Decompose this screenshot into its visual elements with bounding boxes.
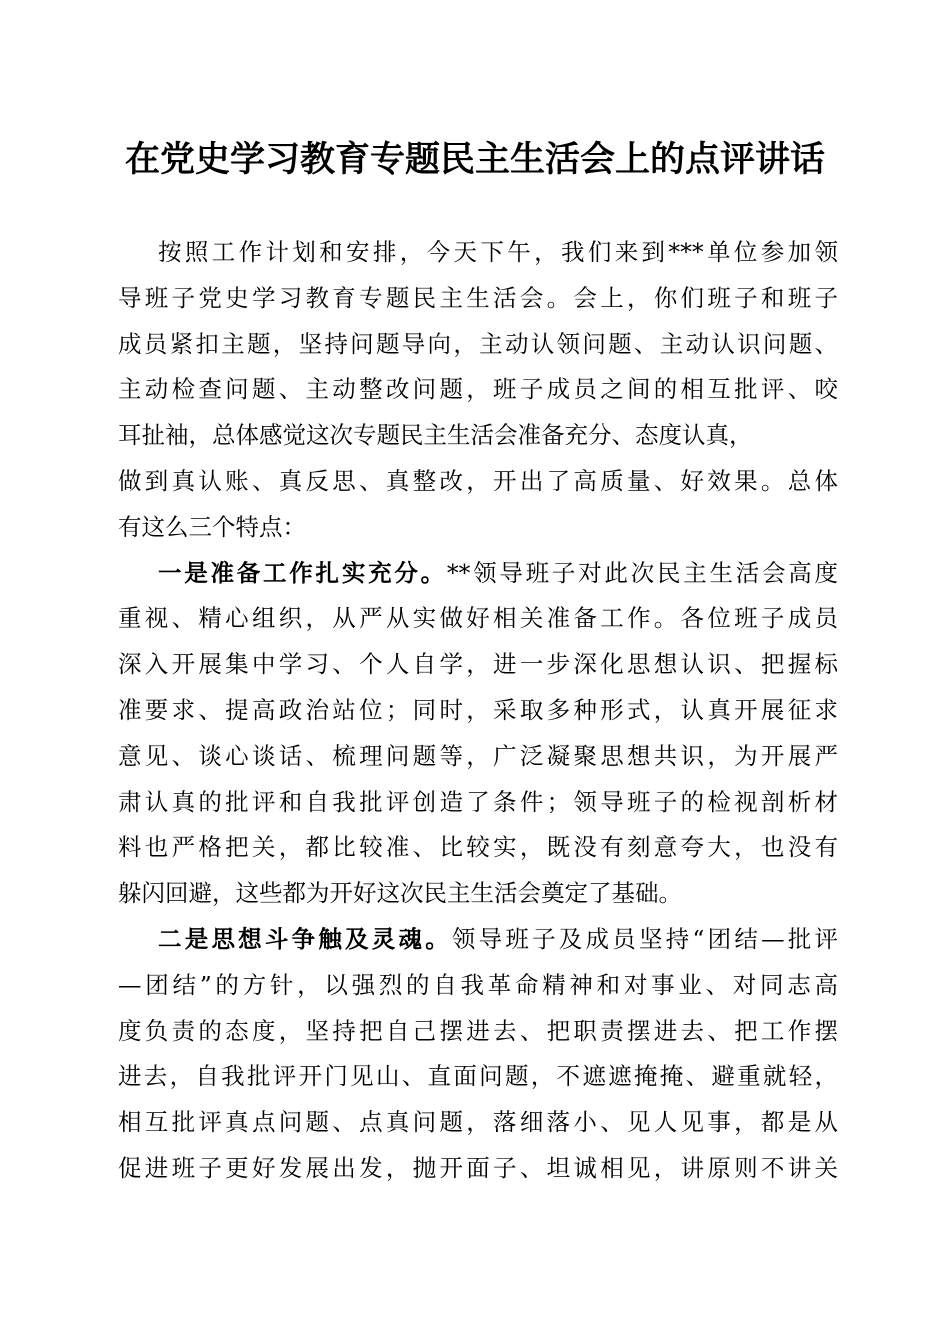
text-line [118, 963, 838, 1009]
line-text: 进去，自我批评开门见山、直面问题，不遮遮掩掩、避重就轻， [118, 1062, 838, 1091]
line-text: 重视、精心组织，从严从实做好相关准备工作。各位班子成员 [118, 604, 838, 633]
text-line [118, 551, 838, 597]
line-text: 做到真认账、真反思、真整改，开出了高质量、好效果。总体 [118, 466, 838, 495]
line-text: 肃认真的批评和自我批评创造了条件；领导班子的检视剖析材 [118, 787, 838, 816]
text-line [118, 825, 838, 871]
line-text: 领导班子及成员坚持“团结—批评 [451, 924, 839, 953]
line-text: **领导班子对此次民主生活会高度 [446, 558, 839, 587]
line-text: 躲闪回避，这些都为开好这次民主生活会奠定了基础。 [118, 879, 682, 908]
text-line [118, 230, 838, 276]
section-heading: 二是思想斗争触及灵魂。 [158, 924, 452, 953]
text-line [118, 322, 838, 368]
text-line [118, 642, 838, 688]
line-text: 成员紧扣主题，坚持问题导向，主动认领问题、主动认识问题、 [118, 329, 838, 358]
line-text: 导班子党史学习教育专题民主生活会。会上，你们班子和班子 [118, 283, 838, 312]
text-line [118, 734, 838, 780]
text-line [118, 413, 838, 459]
text-line [118, 1009, 838, 1055]
text-line [118, 276, 838, 322]
line-text: 主动检查问题、主动整改问题，班子成员之间的相互批评、咬 [118, 375, 838, 404]
text-line [118, 780, 838, 826]
line-text: 耳扯袖，总体感觉这次专题民主生活会准备充分、态度认真， [118, 421, 753, 450]
document-title: 在党史学习教育专题民主生活会上的点评讲话 [124, 139, 825, 180]
line-text: 相互批评真点问题、点真问题，落细落小、见人见事，都是从 [118, 1108, 838, 1137]
line-text: 料也严格把关，都比较准、比较实，既没有刻意夸大，也没有 [118, 833, 838, 862]
text-line [118, 459, 838, 505]
text-line [118, 917, 838, 963]
document-body [118, 230, 838, 1192]
text-line [118, 505, 838, 551]
line-text: 准要求、提高政治站位；同时，采取多种形式，认真开展征求 [118, 695, 838, 724]
line-text: 意见、谈心谈话、梳理问题等，广泛凝聚思想共识，为开展严 [118, 741, 838, 770]
text-line [118, 688, 838, 734]
section-heading: 一是准备工作扎实充分。 [158, 558, 447, 587]
line-text: 度负责的态度，坚持把自己摆进去、把职责摆进去、把工作摆 [118, 1016, 838, 1045]
line-text: 有这么三个特点： [118, 512, 306, 541]
line-text: 深入开展集中学习、个人自学，进一步深化思想认识、把握标 [118, 650, 838, 679]
line-text: 按照工作计划和安排，今天下午，我们来到***单位参加领 [158, 238, 838, 266]
line-text: 促进班子更好发展出发，抛开面子、坦诚相见，讲原则不讲关 [118, 1153, 838, 1182]
text-line [118, 1054, 838, 1100]
text-line [118, 1100, 838, 1146]
line-text: —团结”的方针，以强烈的自我革命精神和对事业、对同志高 [118, 970, 838, 999]
text-line [118, 596, 838, 642]
text-line [118, 1146, 838, 1192]
text-line [118, 367, 838, 413]
text-line [118, 871, 838, 917]
